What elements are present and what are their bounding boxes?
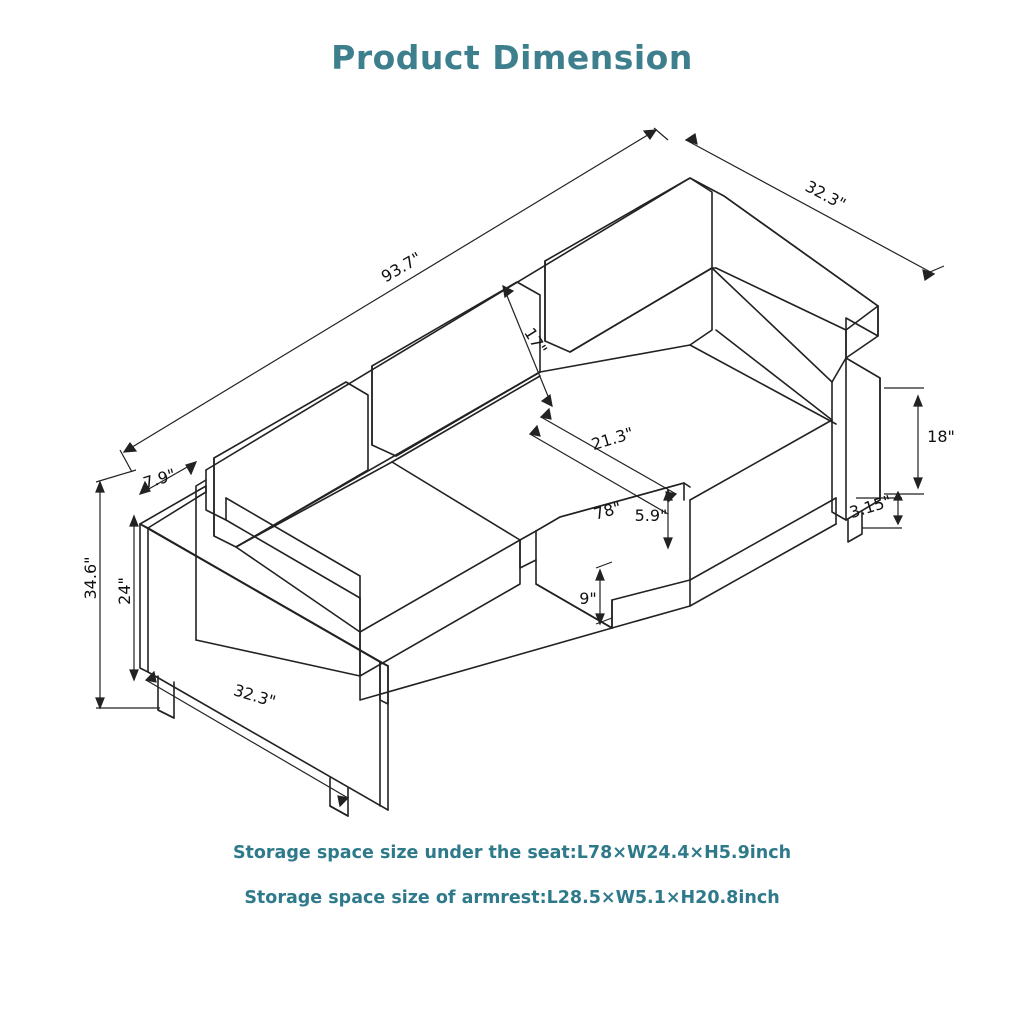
dimension-label: 32.3" bbox=[231, 680, 278, 712]
dimension-label: 21.3" bbox=[589, 423, 636, 455]
storage-note-armrest: Storage space size of armrest:L28.5×W5.1×H20.8inch bbox=[244, 888, 780, 908]
dimension-lines bbox=[96, 128, 944, 806]
dimension-label: 93.7" bbox=[377, 248, 425, 287]
dimension-label: 24" bbox=[115, 577, 134, 605]
dimension-labels bbox=[81, 177, 955, 711]
storage-note-seat: Storage space size under the seat:L78×W24.4×H5.9inch bbox=[232, 843, 792, 863]
sofa-illustration bbox=[140, 178, 880, 816]
dimension-label: 32.3" bbox=[802, 176, 850, 214]
dimension-label: 18" bbox=[927, 427, 955, 446]
dimension-label: 7.9" bbox=[140, 464, 178, 493]
dimension-label: 78" bbox=[591, 497, 624, 524]
dimension-label: 9" bbox=[579, 589, 597, 608]
page-title: Product Dimension bbox=[331, 38, 693, 77]
dimension-label: 17" bbox=[520, 324, 552, 358]
dimension-label: 3.15" bbox=[847, 491, 894, 523]
dimension-label: 34.6" bbox=[81, 556, 100, 600]
dimension-label: 5.9" bbox=[634, 506, 668, 525]
